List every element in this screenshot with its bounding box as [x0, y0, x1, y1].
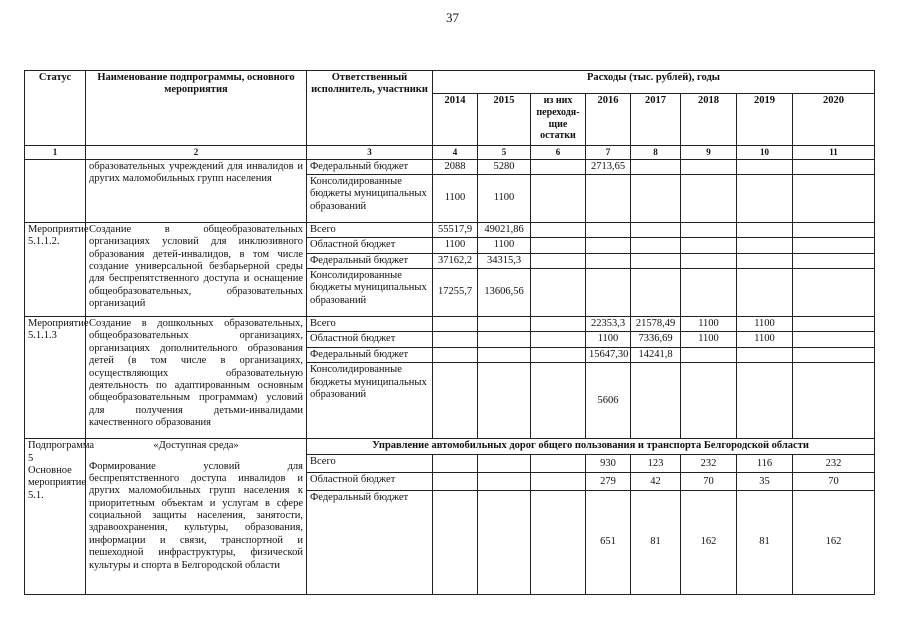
header-name: Наименование подпрограммы, основного мероприятия [86, 71, 307, 146]
value-2016: 22353,3 [586, 317, 631, 332]
value-2017: 42 [631, 472, 681, 490]
value-2018: 1100 [681, 332, 737, 347]
value-2018: 162 [681, 490, 737, 594]
value-2019: 81 [737, 490, 793, 594]
funding-source: Федеральный бюджет [307, 347, 433, 362]
value-2017: 81 [631, 490, 681, 594]
value-2014: 2088 [433, 159, 478, 174]
header-executor: Ответственный исполнитель, участники [307, 71, 433, 146]
funding-source: Консолидированные бюджеты муниципальных образований [307, 363, 433, 439]
value-2017: 123 [631, 454, 681, 472]
value-2015: 13606,56 [478, 269, 531, 317]
value-2018: 232 [681, 454, 737, 472]
value-2016: 5606 [586, 363, 631, 439]
status-cell [25, 159, 86, 222]
funding-source: Консолидированные бюджеты муниципальных образований [307, 269, 433, 317]
header-year-2014: 2014 [433, 94, 478, 146]
measure-name: Создание в дошкольных образовательных, общеобразовательных организациях, организациях дополнительного образования детей (в том числе в организациях, осуществляющих образовательную деятельность по адаптированным основным общеобразовательным программам) условий для получения детьми-инвалидами качественного образования [86, 317, 307, 439]
status-main-measure: Основное мероприятие 5.1. [28, 464, 86, 501]
funding-source: Федеральный бюджет [307, 159, 433, 174]
column-index: 7 [586, 146, 631, 160]
value-2014: 37162,2 [433, 253, 478, 268]
funding-source: Федеральный бюджет [307, 490, 433, 594]
value-2014: 17255,7 [433, 269, 478, 317]
column-index: 8 [631, 146, 681, 160]
header-year-2015: 2015 [478, 94, 531, 146]
header-year-2017: 2017 [631, 94, 681, 146]
value-2019: 35 [737, 472, 793, 490]
column-index: 5 [478, 146, 531, 160]
funding-source: Областной бюджет [307, 472, 433, 490]
funding-source: Всего [307, 317, 433, 332]
header-year-2018: 2018 [681, 94, 737, 146]
table-row [25, 222, 875, 237]
status-subprogram: Подпрограмма 5 [28, 440, 95, 464]
status-cell: Мероприятие 5.1.1.3 [25, 317, 86, 439]
header-expenses: Расходы (тыс. рублей), годы [433, 71, 875, 94]
header-status: Статус [25, 71, 86, 146]
page-number: 37 [446, 10, 459, 25]
value-2014: 1100 [433, 174, 478, 222]
measure-name: Создание в общеобразовательных организациях условий для инклюзивного образования детей-инвалидов, в том числе создание универсальной безбарьерной среды для беспрепятственного доступа и оснащение общеобразовательных, образовательных организаций [86, 222, 307, 316]
funding-source: Областной бюджет [307, 238, 433, 253]
column-index: 1 [25, 146, 86, 160]
value-2020: 70 [793, 472, 875, 490]
value-2016: 651 [586, 490, 631, 594]
value-2016: 2713,65 [586, 159, 631, 174]
value-2015: 5280 [478, 159, 531, 174]
value-2014: 1100 [433, 238, 478, 253]
column-index: 11 [793, 146, 875, 160]
header-year-2020: 2020 [793, 94, 875, 146]
column-index: 9 [681, 146, 737, 160]
column-index: 4 [433, 146, 478, 160]
value-2017: 21578,49 [631, 317, 681, 332]
funding-source: Всего [307, 222, 433, 237]
value-2020: 162 [793, 490, 875, 594]
funding-source: Федеральный бюджет [307, 253, 433, 268]
value-2019: 116 [737, 454, 793, 472]
measure-name: образовательных учреждений для инвалидов и других маломобильных групп населения [86, 159, 307, 222]
table-row [25, 159, 875, 174]
table-row [25, 439, 875, 454]
value-2015: 1100 [478, 174, 531, 222]
value-2020: 232 [793, 454, 875, 472]
value-2015: 1100 [478, 238, 531, 253]
value-2016: 15647,30 [586, 347, 631, 362]
value-2016: 1100 [586, 332, 631, 347]
value-2017: 7336,69 [631, 332, 681, 347]
expenses-table [24, 70, 875, 595]
value-2015: 49021,86 [478, 222, 531, 237]
value-2016: 279 [586, 472, 631, 490]
main-measure-name: Формирование условий для беспрепятственного доступа инвалидов и других маломобильных групп населения к приоритетным объектам и услугам в сфере социальной защиты населения, занятости, здравоохранения, культуры, образования, информации и связи, транспортной и пешеходной инфраструктуры, физической культуры и спорта в Белгородской области [89, 460, 303, 571]
status-cell [25, 439, 95, 594]
column-index: 6 [531, 146, 586, 160]
column-index: 10 [737, 146, 793, 160]
value-2019: 1100 [737, 317, 793, 332]
status-cell: Мероприятие 5.1.1.2. [25, 222, 86, 316]
measure-name [86, 439, 307, 594]
column-index: 2 [86, 146, 307, 160]
header-carryover: из них переходя-щие остатки [531, 94, 586, 146]
funding-source: Консолидированные бюджеты муниципальных образований [307, 174, 433, 222]
table-row [25, 317, 875, 332]
value-2018: 1100 [681, 317, 737, 332]
column-index: 3 [307, 146, 433, 160]
funding-source: Всего [307, 454, 433, 472]
value-2015: 34315,3 [478, 253, 531, 268]
value-2019: 1100 [737, 332, 793, 347]
header-year-2019: 2019 [737, 94, 793, 146]
funding-source: Областной бюджет [307, 332, 433, 347]
section-title: Управление автомобильных дорог общего пользования и транспорта Белгородской области [307, 439, 875, 454]
value-2017: 14241,8 [631, 347, 681, 362]
value-2016: 930 [586, 454, 631, 472]
value-2014: 55517,9 [433, 222, 478, 237]
subprogram-name: «Доступная среда» [153, 440, 239, 452]
value-2018: 70 [681, 472, 737, 490]
header-year-2016: 2016 [586, 94, 631, 146]
